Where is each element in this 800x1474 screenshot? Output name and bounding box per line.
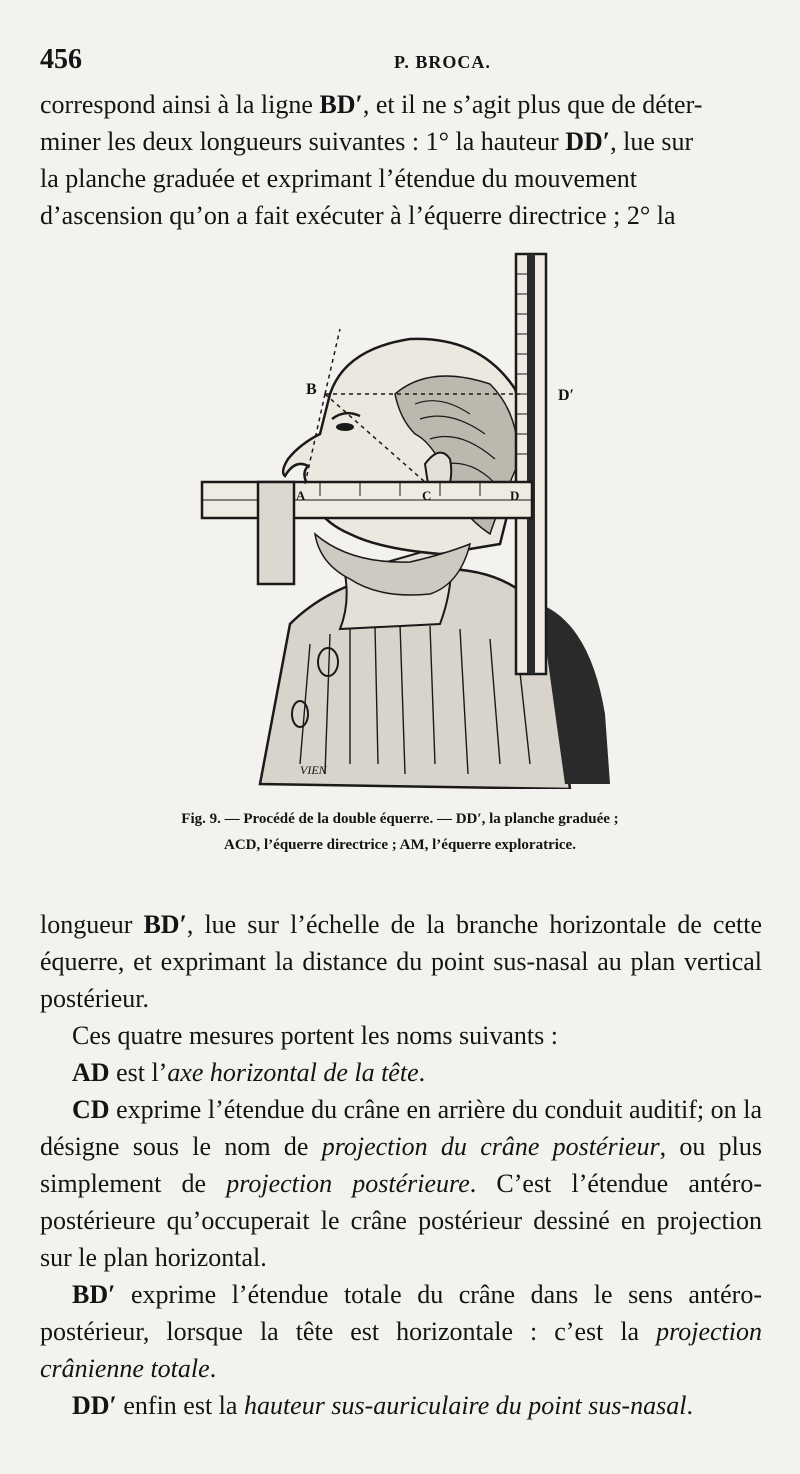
text-line: miner les deux longueurs suivantes : 1° la hauteur DD′, lue sur: [40, 127, 694, 156]
engraver-signature: VIEN: [300, 763, 327, 777]
caption-line-2: ACD, l’équerre directrice ; AM, l’équerre exploratrice.: [224, 837, 576, 853]
running-head: P. BROCA.: [394, 52, 491, 72]
figure-caption: [90, 806, 710, 858]
paragraph-cd: CD exprime l’étendue du crâne en arrière du conduit auditif; on la désigne sous le nom de projection du crâne postérieur, ou plus simplement de projection postérieure. C’est l’étendue antéro-postérieure qu’occuperait le crâne postérieur dessiné en projection sur le plan horizontal.: [40, 1095, 763, 1272]
paragraph-dd-prime: DD′ enfin est la hauteur sus-auriculaire du point sus-nasal.: [72, 1391, 693, 1420]
figure-double-square: [200, 244, 620, 789]
paragraph-bd-length: longueur BD′, lue sur l’échelle de la branche horizontale de cette équerre, et exprimant la distance du point sus-nasal au plan vertical postérieur.: [40, 910, 762, 1013]
paragraph-bd-prime: BD′ exprime l’étendue totale du crâne dans le sens antéro-postérieur, lorsque la tête est horizontale : c’est la projection crânienne totale.: [40, 1280, 762, 1383]
caption-line-1: Fig. 9. — Procédé de la double équerre. — DD′, la planche graduée ;: [181, 811, 619, 827]
page-number: 456: [40, 44, 82, 75]
label-D: D: [510, 488, 520, 503]
text-line: d’ascension qu’on a fait exécuter à l’équerre directrice ; 2° la: [40, 201, 676, 230]
paragraph-ad: AD est l’axe horizontal de la tête.: [72, 1058, 426, 1087]
top-paragraph: [40, 86, 762, 234]
label-D-prime: D′: [558, 387, 575, 404]
label-A: A: [296, 488, 306, 503]
head-measurement-illustration: [200, 244, 620, 789]
page-header: [40, 44, 760, 80]
label-B: B: [306, 381, 317, 398]
text-line: correspond ainsi à la ligne BD′, et il ne s’agit plus que de déter-: [40, 90, 703, 119]
paragraph-four-measures: Ces quatre mesures portent les noms suivants :: [72, 1021, 558, 1050]
text-line: la planche graduée et exprimant l’étendue du mouvement: [40, 164, 638, 193]
label-C: C: [422, 488, 432, 503]
bottom-text: [40, 906, 762, 1424]
